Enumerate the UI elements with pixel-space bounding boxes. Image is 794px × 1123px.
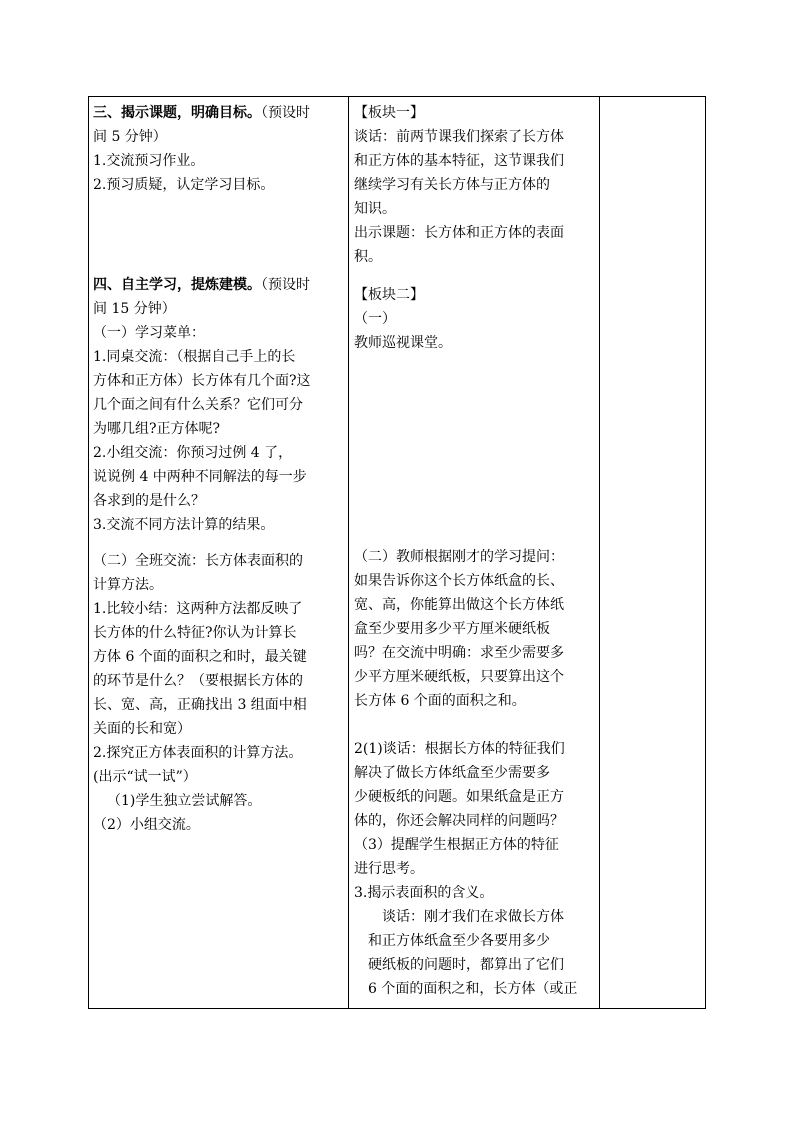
- text-line: 2.小组交流：你预习过例 4 了，: [93, 445, 293, 461]
- text-line: 出示课题：长方体和正方体的表面: [354, 225, 564, 241]
- text-line: 2(1)谈话：根据长方体的特征我们: [354, 741, 565, 757]
- text-line: 宽、高，你能算出做这个长方体纸: [354, 597, 564, 613]
- text-line: 长方体 6 个面的面积之和。: [354, 693, 526, 709]
- surface-area-meaning: [354, 737, 598, 1001]
- text-line: 方体和正方体）长方体有几个面?这: [93, 373, 311, 389]
- text-line: （二）全班交流：长方体表面积的: [93, 553, 303, 569]
- text-line: (出示“试一试”）: [93, 769, 197, 785]
- column-divider-2: [599, 97, 600, 1008]
- text-line: 和正方体的基本特征，这节课我们: [354, 153, 564, 169]
- text-line: 谈话：刚才我们在求做长方体: [382, 909, 564, 925]
- text-line: （1)学生独立尝试解答。: [107, 793, 262, 809]
- text-line: （3）提醒学生根据正方体的特征: [354, 837, 559, 853]
- text-line: 如果告诉你这个长方体纸盒的长、: [354, 573, 564, 589]
- text-line: 长方体的什么特征?你认为计算长: [93, 625, 297, 641]
- text-line: 为哪几组?正方体呢?: [93, 421, 221, 437]
- text-line: 盒至少要用多少平方厘米硬纸板: [354, 621, 550, 637]
- text-line: 和正方体纸盒至少各要用多少: [368, 933, 550, 949]
- class-discussion: [93, 549, 345, 837]
- text-line: （一）: [354, 311, 396, 327]
- text-line: 长、宽、高，正确找出 3 组面中相: [93, 697, 307, 713]
- section-3-item: 2.预习质疑，认定学习目标。: [93, 177, 275, 193]
- section-4: [93, 273, 345, 537]
- text-line: 关面的长和宽）: [93, 721, 191, 737]
- section-4-time: 间 15 分钟）: [93, 301, 176, 317]
- section-3: [93, 101, 345, 197]
- section-3-time: 间 5 分钟）: [93, 129, 167, 145]
- text-line: 各求到的是什么？: [93, 493, 205, 509]
- text-line: 少硬板纸的问题。如果纸盒是正方: [354, 789, 564, 805]
- teacher-question: [354, 545, 598, 713]
- text-line: 继续学习有关长方体与正方体的: [354, 177, 550, 193]
- block-1-heading: 【板块一】: [354, 105, 424, 121]
- block-1: [354, 101, 598, 269]
- section-3-item: 1.交流预习作业。: [93, 153, 205, 169]
- text-line: 的环节是什么？（要根据长方体的: [93, 673, 303, 689]
- lesson-plan-table: [88, 96, 706, 1009]
- text-line: 1.比较小结：这两种方法都反映了: [93, 601, 303, 617]
- text-line: 方体 6 个面的面积之和时，最关键: [93, 649, 307, 665]
- text-line: 谈话：前两节课我们探索了长方体: [354, 129, 564, 145]
- section-3-title: 三、揭示课题，明确目标。（预设时: [93, 105, 310, 121]
- text-line: 体的，你还会解决同样的问题吗？: [354, 813, 564, 829]
- text-line: 解决了做长方体纸盒至少需要多: [354, 765, 550, 781]
- text-line: 积。: [354, 249, 382, 265]
- text-line: （2）小组交流。: [93, 817, 200, 833]
- text-line: 3.揭示表面积的含义。: [354, 885, 494, 901]
- text-line: 少平方厘米硬纸板，只要算出这个: [354, 669, 564, 685]
- text-line: 2.探究正方体表面积的计算方法。: [93, 745, 303, 761]
- text-line: 计算方法。: [93, 577, 163, 593]
- text-line: 说说例 4 中两种不同解法的每一步: [93, 469, 307, 485]
- text-line: 3.交流不同方法计算的结果。: [93, 517, 275, 533]
- text-line: （一）学习菜单：: [93, 325, 205, 341]
- text-line: 几个面之间有什么关系？它们可分: [93, 397, 303, 413]
- block-2-heading: 【板块二】: [354, 287, 424, 303]
- text-line: 知识。: [354, 201, 396, 217]
- text-line: 进行思考。: [354, 861, 424, 877]
- text-line: （二）教师根据刚才的学习提问：: [354, 549, 564, 565]
- block-2: [354, 283, 598, 355]
- text-line: 1.同桌交流：（根据自己手上的长: [93, 349, 296, 365]
- text-line: 吗？在交流中明确：求至少需要多: [354, 645, 564, 661]
- column-divider-1: [348, 97, 349, 1008]
- section-4-title: 四、自主学习，提炼建模。（预设时: [93, 277, 310, 293]
- text-line: 硬纸板的问题时，都算出了它们: [368, 957, 564, 973]
- text-line: 教师巡视课堂。: [354, 335, 452, 351]
- text-line: 6 个面的面积之和，长方体（或正: [368, 981, 578, 997]
